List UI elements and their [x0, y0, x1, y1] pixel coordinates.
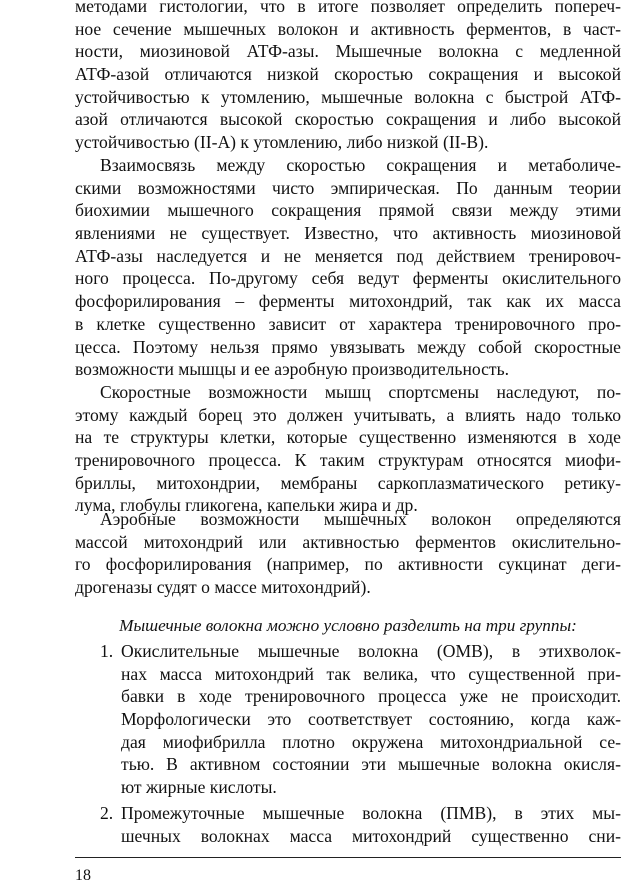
list-item: [75, 640, 621, 799]
paragraph-line: цесса. Поэтому нельзя прямо увязывать между собой скоростные: [75, 336, 621, 357]
paragraph-line: ности, миозиновой АТФ-азы. Мышечные волокна с медленной: [75, 41, 621, 62]
paragraph-line: возможности мышцы и ее аэробную производительность.: [75, 359, 510, 380]
paragraph-4: [75, 508, 621, 599]
list-item-line: Промежуточные мышечные волокна (ПМВ), в этих мы-: [121, 802, 621, 823]
paragraph-line: бриллы, митохондрии, мембраны саркоплазматического ретику-: [75, 472, 621, 493]
paragraph-line: Скоростные возможности мышц спортсмены наследуют, по-: [100, 382, 621, 402]
paragraph-line: азой отличаются высокой скоростью сокращения и либо высокой: [75, 109, 621, 130]
paragraph-line: устойчивостью к утомлению, мышечные волокна с быстрой АТФ-: [75, 86, 621, 107]
paragraph-line: биохимии мышечного сокращения прямой связи между этими: [75, 200, 621, 221]
paragraph-line: дрогеназы судят о массе митохондрий).: [75, 577, 371, 598]
list-item-line: тью. В активном состоянии эти мышечные волокна окисля-: [121, 754, 621, 775]
list-item-line: бавки в ходе тренировочного процесса уже не происходит.: [121, 686, 621, 707]
list-item-number: 2.: [100, 802, 114, 823]
paragraph-line: лума, глобулы гликогена, капельки жира и др.: [75, 495, 418, 516]
paragraph-line: ного процесса. По-другому себя ведут ферменты окислительного: [75, 268, 621, 289]
list-item-line: дая миофибрилла плотно окружена митохондриальной се-: [121, 731, 621, 752]
paragraph-line: на те структуры клетки, которые существенно изменяются в ходе: [75, 427, 621, 448]
paragraph-3: [75, 381, 621, 517]
list-item-line: Морфологически это соответствует состоянию, когда каж-: [121, 709, 621, 730]
paragraph-line: методами гистологии, что в итоге позволяет определить попереч-: [75, 0, 621, 16]
fiber-types-list: [75, 640, 621, 847]
list-item-line: ют жирные кислоты.: [121, 777, 277, 798]
list-item-line: нах масса митохондрий так велика, что существенной при-: [121, 663, 621, 684]
list-item-line: шечных волокнах масса митохондрий существенно сни-: [121, 825, 621, 846]
paragraph-line: устойчивостью (II-А) к утомлению, либо низкой (II-В).: [75, 132, 489, 153]
paragraph-line: тренировочного процесса. К таким структурам относятся миофи-: [75, 450, 621, 471]
paragraph-line: ное сечение мышечных волокон и активность ферментов, в част-: [75, 18, 621, 39]
page-number: 18: [75, 867, 91, 884]
paragraph-line: фосфорилирования – ферменты митохондрий, так как их масса: [75, 291, 621, 312]
paragraph-line: АТФ-азы наследуется и не меняется под действием тренировоч-: [75, 245, 621, 266]
section-subtitle: Мышечные волокна можно условно разделить на три группы:: [119, 616, 577, 635]
paragraph-line: го фосфорилирования (например, по активности сукцинат деги-: [75, 554, 621, 575]
list-item: [75, 802, 621, 847]
paragraph-line: явлениями не существует. Известно, что активность миозиновой: [75, 223, 621, 244]
paragraph-line: Взаимосвязь между скоростью сокращения и метаболиче-: [100, 155, 621, 175]
paragraph-line: Аэробные возможности мышечных волокон определяются: [100, 509, 621, 529]
paragraph-1: [75, 0, 621, 154]
list-item-number: 1.: [100, 641, 114, 661]
list-item-line: Окислительные мышечные волокна (ОМВ), в этихволок-: [121, 641, 621, 661]
paragraph-line: АТФ-азой отличаются низкой скоростью сокращения и высокой: [75, 64, 621, 85]
footer-rule: [75, 857, 621, 858]
paragraph-line: массой митохондрий или активностью ферментов окислительно-: [75, 531, 621, 552]
paragraph-line: скими возможностями чисто эмпирическая. По данным теории: [75, 177, 621, 198]
paragraph-line: в клетке существенно зависит от характера тренировочного про-: [75, 313, 621, 334]
paragraph-2: [75, 154, 621, 381]
paragraph-line: этому каждый борец это должен учитывать, а влиять надо только: [75, 404, 621, 425]
